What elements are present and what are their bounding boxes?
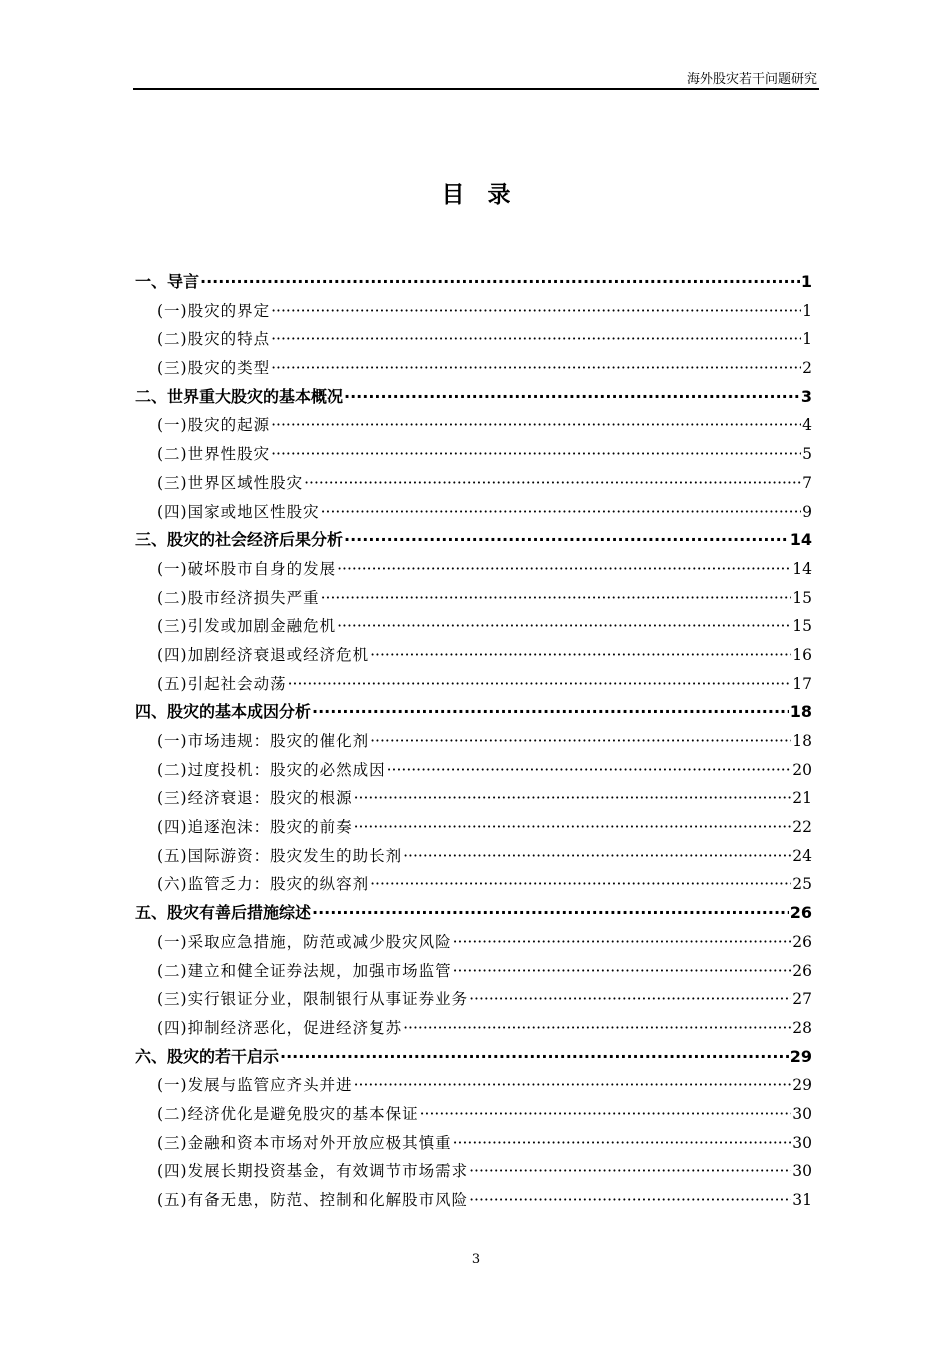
toc-entry-page: 1 <box>802 301 812 320</box>
toc-entry-label: (一)股灾的起源 <box>157 416 271 435</box>
toc-section-entry[interactable] <box>135 354 812 383</box>
toc-entry-page: 24 <box>792 846 812 865</box>
toc-entry-label: (四)发展长期投资基金，有效调节市场需求 <box>157 1162 469 1181</box>
toc-entry-page: 17 <box>792 674 812 693</box>
toc-section-entry[interactable] <box>135 756 812 785</box>
toc-leader-dots <box>321 498 802 527</box>
toc-entry-page: 3 <box>800 386 812 406</box>
toc-entry-page: 14 <box>789 530 812 550</box>
toc-leader-dots <box>354 1071 792 1100</box>
toc-leader-dots <box>469 985 791 1014</box>
toc-entry-label: (二)股灾的特点 <box>157 330 271 349</box>
page-header <box>133 66 819 90</box>
toc-leader-dots <box>469 1186 791 1215</box>
toc-entry-page: 1 <box>800 272 812 291</box>
toc-section-entry[interactable] <box>135 985 812 1014</box>
table-of-contents <box>135 268 812 1215</box>
toc-entry-label: (五)引起社会动荡 <box>157 674 287 693</box>
toc-entry-label: 五、股灾有善后措施综述 <box>135 903 312 923</box>
toc-leader-dots <box>420 1100 792 1129</box>
toc-section-entry[interactable] <box>135 584 812 613</box>
toc-entry-label: (三)引发或加剧金融危机 <box>157 617 337 636</box>
toc-entry-label: (四)追逐泡沫：股灾的前奏 <box>157 818 353 837</box>
toc-leader-dots <box>387 756 792 785</box>
toc-section-entry[interactable] <box>135 1129 812 1158</box>
toc-entry-label: (六)监管乏力：股灾的纵容剂 <box>157 875 370 894</box>
toc-entry-page: 5 <box>802 445 812 464</box>
toc-entry-label: 二、世界重大股灾的基本概况 <box>135 386 344 406</box>
toc-section-entry[interactable] <box>135 612 812 641</box>
toc-entry-page: 31 <box>792 1191 812 1209</box>
toc-leader-dots <box>337 612 791 641</box>
toc-entry-label: (二)经济优化是避免股灾的基本保证 <box>157 1104 419 1123</box>
toc-entry-page: 18 <box>789 702 812 722</box>
toc-entry-page: 1 <box>802 330 812 349</box>
toc-entry-label: (二)建立和健全证券法规，加强市场监管 <box>157 961 452 980</box>
toc-section-entry[interactable] <box>135 727 812 756</box>
toc-section-entry[interactable] <box>135 1100 812 1129</box>
toc-entry-page: 22 <box>792 818 812 837</box>
toc-entry-page: 29 <box>792 1076 812 1095</box>
toc-entry-page: 18 <box>792 732 812 750</box>
toc-entry-label: (一)股灾的界定 <box>157 301 271 320</box>
toc-entry-page: 26 <box>792 932 812 951</box>
toc-section-entry[interactable] <box>135 957 812 986</box>
toc-leader-dots <box>370 870 791 899</box>
toc-section-entry[interactable] <box>135 928 812 957</box>
toc-entry-page: 30 <box>792 1104 812 1123</box>
toc-leader-dots <box>288 670 792 699</box>
toc-leader-dots <box>271 411 801 440</box>
toc-entry-page: 21 <box>792 789 812 808</box>
toc-section-entry[interactable] <box>135 498 812 527</box>
toc-entry-label: 六、股灾的若干启示 <box>135 1046 280 1066</box>
toc-entry-page: 26 <box>792 961 812 980</box>
toc-section-entry[interactable] <box>135 297 812 326</box>
toc-entry-page: 20 <box>792 760 812 779</box>
toc-leader-dots <box>304 469 801 498</box>
toc-entry-page: 28 <box>792 1018 812 1037</box>
toc-chapter-entry[interactable] <box>135 268 812 297</box>
toc-leader-dots <box>271 325 801 354</box>
toc-entry-page: 4 <box>802 416 812 435</box>
toc-entry-page: 15 <box>792 617 812 636</box>
toc-entry-label: (四)国家或地区性股灾 <box>157 502 320 521</box>
toc-section-entry[interactable] <box>135 411 812 440</box>
toc-title: 目 录 <box>441 182 511 208</box>
toc-entry-label: (四)抑制经济恶化，促进经济复苏 <box>157 1018 403 1037</box>
toc-entry-page: 7 <box>802 473 812 492</box>
toc-chapter-entry[interactable] <box>135 698 812 727</box>
toc-leader-dots <box>280 1043 789 1072</box>
toc-chapter-entry[interactable] <box>135 1043 812 1072</box>
toc-leader-dots <box>403 1014 791 1043</box>
toc-section-entry[interactable] <box>135 469 812 498</box>
toc-entry-page: 9 <box>802 502 812 521</box>
toc-section-entry[interactable] <box>135 1014 812 1043</box>
toc-entry-label: (三)实行银证分业，限制银行从事证券业务 <box>157 990 469 1009</box>
toc-leader-dots <box>312 899 789 928</box>
running-title: 海外股灾若干问题研究 <box>686 72 817 87</box>
toc-entry-page: 15 <box>792 588 812 607</box>
toc-section-entry[interactable] <box>135 842 812 871</box>
toc-entry-label: (三)股灾的类型 <box>157 359 271 378</box>
toc-leader-dots <box>271 354 801 383</box>
toc-entry-label: 一、导言 <box>135 272 200 291</box>
toc-chapter-entry[interactable] <box>135 526 812 555</box>
toc-leader-dots <box>337 555 791 584</box>
toc-leader-dots <box>370 727 791 756</box>
toc-section-entry[interactable] <box>135 870 812 899</box>
toc-section-entry[interactable] <box>135 1071 812 1100</box>
toc-entry-page: 25 <box>792 875 812 894</box>
toc-leader-dots <box>354 813 792 842</box>
toc-leader-dots <box>469 1157 791 1186</box>
toc-leader-dots <box>354 784 792 813</box>
toc-entry-label: (三)世界区域性股灾 <box>157 473 304 492</box>
toc-leader-dots <box>200 268 800 297</box>
toc-leader-dots <box>271 440 801 469</box>
toc-leader-dots <box>321 584 792 613</box>
toc-entry-label: (二)过度投机：股灾的必然成因 <box>157 760 386 779</box>
toc-entry-page: 14 <box>792 559 812 578</box>
toc-leader-dots <box>370 641 791 670</box>
toc-entry-label: (一)采取应急措施，防范或减少股灾风险 <box>157 932 452 951</box>
toc-entry-label: 四、股灾的基本成因分析 <box>135 702 312 722</box>
toc-entry-label: (五)有备无患，防范、控制和化解股市风险 <box>157 1191 469 1209</box>
toc-section-entry[interactable] <box>135 555 812 584</box>
toc-entry-label: (五)国际游资：股灾发生的助长剂 <box>157 846 403 865</box>
toc-entry-label: (一)破坏股市自身的发展 <box>157 559 337 578</box>
toc-section-entry[interactable] <box>135 325 812 354</box>
toc-entry-label: (三)经济衰退：股灾的根源 <box>157 789 353 808</box>
toc-chapter-entry[interactable] <box>135 899 812 928</box>
toc-leader-dots <box>344 383 800 412</box>
toc-leader-dots <box>271 297 801 326</box>
toc-entry-label: (一)市场违规：股灾的催化剂 <box>157 732 370 750</box>
toc-entry-label: 三、股灾的社会经济后果分析 <box>135 530 344 550</box>
toc-entry-label: (一)发展与监管应齐头并进 <box>157 1076 353 1095</box>
toc-entry-page: 30 <box>792 1133 812 1152</box>
toc-chapter-entry[interactable] <box>135 383 812 412</box>
toc-leader-dots <box>312 698 789 727</box>
page-number: 3 <box>471 1252 481 1267</box>
toc-entry-page: 16 <box>792 645 812 664</box>
toc-entry-page: 26 <box>789 903 812 923</box>
toc-entry-label: (四)加剧经济衰退或经济危机 <box>157 645 370 664</box>
toc-leader-dots <box>453 1129 792 1158</box>
toc-section-entry[interactable] <box>135 813 812 842</box>
toc-entry-label: (二)股市经济损失严重 <box>157 588 320 607</box>
toc-leader-dots <box>403 842 791 871</box>
toc-section-entry[interactable] <box>135 670 812 699</box>
toc-entry-page: 27 <box>792 990 812 1009</box>
toc-section-entry[interactable] <box>135 1186 812 1215</box>
toc-entry-label: (二)世界性股灾 <box>157 445 271 464</box>
toc-section-entry[interactable] <box>135 641 812 670</box>
toc-leader-dots <box>453 957 792 986</box>
toc-entry-page: 29 <box>789 1046 812 1066</box>
toc-leader-dots <box>453 928 792 957</box>
toc-section-entry[interactable] <box>135 1157 812 1186</box>
toc-entry-label: (三)金融和资本市场对外开放应极其慎重 <box>157 1133 452 1152</box>
toc-section-entry[interactable] <box>135 440 812 469</box>
toc-section-entry[interactable] <box>135 784 812 813</box>
toc-entry-page: 30 <box>792 1162 812 1181</box>
toc-entry-page: 2 <box>802 359 812 378</box>
toc-leader-dots <box>344 526 789 555</box>
